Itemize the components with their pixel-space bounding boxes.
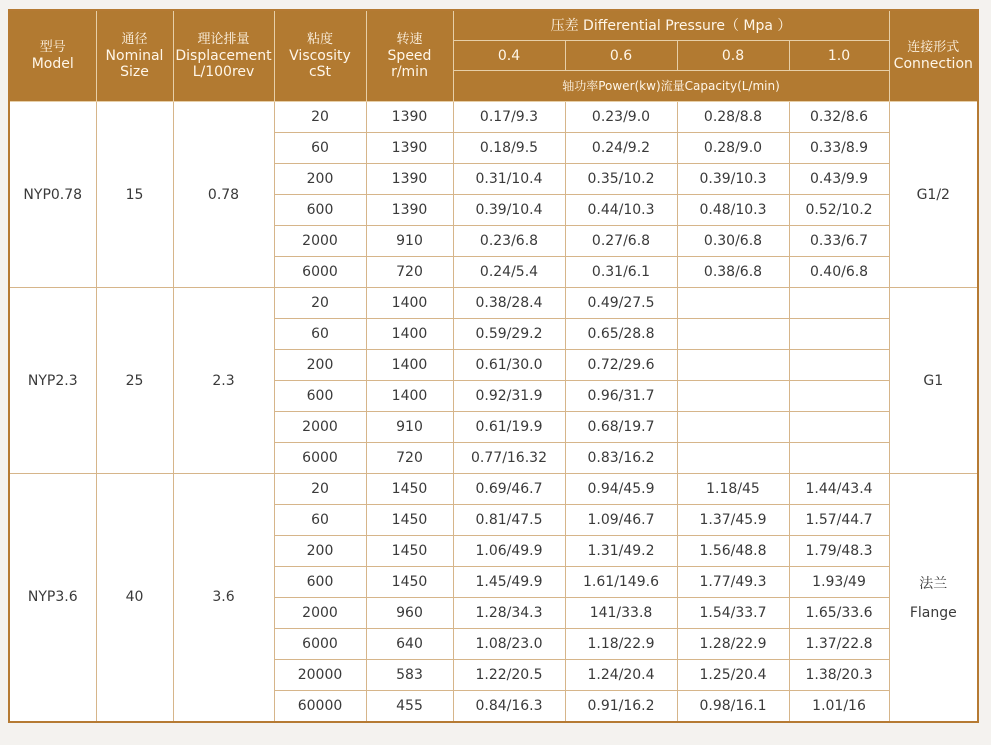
header-connection-en: Connection [893,56,973,72]
speed-cell: 1450 [366,536,453,567]
power-capacity-cell: 1.65/33.6 [789,598,889,629]
speed-cell: 1400 [366,288,453,319]
spec-table-wrapper [8,9,977,723]
speed-cell: 1400 [366,350,453,381]
viscosity-cell: 600 [274,195,366,226]
power-capacity-cell: 1.18/45 [677,474,789,505]
power-capacity-cell: 0.32/8.6 [789,102,889,133]
power-capacity-cell: 0.39/10.3 [677,164,789,195]
power-capacity-cell: 1.25/20.4 [677,660,789,691]
power-capacity-cell: 141/33.8 [565,598,677,629]
power-capacity-cell: 0.43/9.9 [789,164,889,195]
speed-cell: 1400 [366,319,453,350]
model-cell: NYP0.78 [9,102,96,288]
viscosity-cell: 60 [274,319,366,350]
power-capacity-cell: 1.44/43.4 [789,474,889,505]
header-pressure-0: 0.4 [453,41,565,71]
viscosity-cell: 200 [274,164,366,195]
power-capacity-cell: 1.18/22.9 [565,629,677,660]
header-size-en1: Nominal [105,48,164,64]
power-capacity-cell [677,412,789,443]
connection-label: G1 [923,372,944,389]
power-capacity-cell: 0.31/10.4 [453,164,565,195]
power-capacity-cell: 0.24/9.2 [565,133,677,164]
power-capacity-cell: 0.92/31.9 [453,381,565,412]
power-capacity-cell: 1.31/49.2 [565,536,677,567]
speed-cell: 720 [366,257,453,288]
power-capacity-cell: 0.35/10.2 [565,164,677,195]
power-capacity-cell: 1.61/149.6 [565,567,677,598]
viscosity-cell: 20 [274,288,366,319]
connection-cell [889,288,978,474]
nominal-size-cell: 15 [96,102,173,288]
header-pressure: 压差 Differential Pressure（ Mpa ） [453,10,889,41]
power-capacity-cell: 0.77/16.32 [453,443,565,474]
displacement-cell: 3.6 [173,474,274,722]
power-capacity-cell: 1.93/49 [789,567,889,598]
header-displacement-en1: Displacement [175,48,272,64]
power-capacity-cell: 0.40/6.8 [789,257,889,288]
power-capacity-cell: 0.30/6.8 [677,226,789,257]
power-capacity-cell [789,350,889,381]
power-capacity-cell: 1.08/23.0 [453,629,565,660]
power-capacity-cell: 0.38/6.8 [677,257,789,288]
viscosity-cell: 600 [274,381,366,412]
nominal-size-cell: 40 [96,474,173,722]
viscosity-cell: 20 [274,102,366,133]
header-pressure-3: 1.0 [789,41,889,71]
viscosity-cell: 2000 [274,412,366,443]
viscosity-cell: 6000 [274,629,366,660]
power-capacity-cell: 0.96/31.7 [565,381,677,412]
power-capacity-cell [677,350,789,381]
viscosity-cell: 200 [274,536,366,567]
power-capacity-cell: 0.91/16.2 [565,691,677,722]
connection-cell [889,102,978,288]
table-row [9,102,978,133]
pump-spec-table [8,9,979,723]
speed-cell: 910 [366,412,453,443]
viscosity-cell: 60000 [274,691,366,722]
connection-cell [889,474,978,722]
viscosity-cell: 60 [274,505,366,536]
power-capacity-cell: 1.22/20.5 [453,660,565,691]
header-model-cn: 型号 [39,40,66,55]
power-capacity-cell: 0.33/8.9 [789,133,889,164]
header-speed-en1: Speed [387,48,432,64]
table-row [9,288,978,319]
power-capacity-cell: 0.52/10.2 [789,195,889,226]
header-pressure-1: 0.6 [565,41,677,71]
power-capacity-cell [789,288,889,319]
displacement-cell: 2.3 [173,288,274,474]
power-capacity-cell: 0.48/10.3 [677,195,789,226]
power-capacity-cell: 1.37/22.8 [789,629,889,660]
power-capacity-cell: 0.27/6.8 [565,226,677,257]
power-capacity-cell: 1.57/44.7 [789,505,889,536]
power-capacity-cell: 0.28/8.8 [677,102,789,133]
power-capacity-cell: 0.23/9.0 [565,102,677,133]
power-capacity-cell: 0.31/6.1 [565,257,677,288]
power-capacity-cell: 0.94/45.9 [565,474,677,505]
displacement-cell: 0.78 [173,102,274,288]
power-capacity-cell: 1.38/20.3 [789,660,889,691]
speed-cell: 1390 [366,164,453,195]
power-capacity-cell: 1.06/49.9 [453,536,565,567]
power-capacity-cell: 1.24/20.4 [565,660,677,691]
power-capacity-cell [789,319,889,350]
power-capacity-cell: 0.28/9.0 [677,133,789,164]
power-capacity-cell: 0.84/16.3 [453,691,565,722]
power-capacity-cell: 0.68/19.7 [565,412,677,443]
power-capacity-cell [789,381,889,412]
power-capacity-cell: 0.83/16.2 [565,443,677,474]
connection-label: G1/2 [916,186,950,203]
power-capacity-cell: 1.54/33.7 [677,598,789,629]
speed-cell: 583 [366,660,453,691]
power-capacity-cell: 0.23/6.8 [453,226,565,257]
header-speed [366,10,453,102]
power-capacity-cell: 1.37/45.9 [677,505,789,536]
speed-cell: 1390 [366,195,453,226]
viscosity-cell: 200 [274,350,366,381]
header-speed-cn: 转速 [396,32,423,47]
table-header [9,10,978,102]
power-capacity-cell: 0.49/27.5 [565,288,677,319]
power-capacity-cell: 1.28/34.3 [453,598,565,629]
power-capacity-cell: 0.24/5.4 [453,257,565,288]
header-power-capacity: 轴功率Power(kw)流量Capacity(L/min) [453,71,889,102]
speed-cell: 1400 [366,381,453,412]
power-capacity-cell [677,381,789,412]
speed-cell: 1450 [366,567,453,598]
power-capacity-cell: 1.45/49.9 [453,567,565,598]
connection-label: 法兰 [919,576,948,593]
header-viscosity [274,10,366,102]
power-capacity-cell: 1.56/48.8 [677,536,789,567]
power-capacity-cell: 0.39/10.4 [453,195,565,226]
power-capacity-cell: 0.38/28.4 [453,288,565,319]
header-model [9,10,96,102]
power-capacity-cell [677,288,789,319]
power-capacity-cell [789,412,889,443]
header-viscosity-en2: cSt [308,64,332,80]
viscosity-cell: 60 [274,133,366,164]
header-pressure-2: 0.8 [677,41,789,71]
viscosity-cell: 2000 [274,598,366,629]
header-connection-cn: 连接形式 [907,40,960,55]
speed-cell: 1450 [366,474,453,505]
power-capacity-cell: 1.28/22.9 [677,629,789,660]
viscosity-cell: 6000 [274,257,366,288]
header-model-en: Model [31,56,74,72]
power-capacity-cell: 1.77/49.3 [677,567,789,598]
power-capacity-cell: 0.81/47.5 [453,505,565,536]
power-capacity-cell: 1.79/48.3 [789,536,889,567]
nominal-size-cell: 25 [96,288,173,474]
model-cell: NYP3.6 [9,474,96,722]
header-viscosity-en1: Viscosity [289,48,351,64]
viscosity-cell: 600 [274,567,366,598]
header-displacement [173,10,274,102]
viscosity-cell: 20000 [274,660,366,691]
header-speed-en2: r/min [391,64,428,80]
speed-cell: 640 [366,629,453,660]
header-displacement-cn: 理论排量 [197,32,250,47]
header-viscosity-cn: 粘度 [306,32,333,47]
power-capacity-cell: 0.65/28.8 [565,319,677,350]
power-capacity-cell [677,319,789,350]
table-row [9,474,978,505]
power-capacity-cell: 0.18/9.5 [453,133,565,164]
power-capacity-cell: 0.17/9.3 [453,102,565,133]
power-capacity-cell: 0.98/16.1 [677,691,789,722]
speed-cell: 1390 [366,102,453,133]
header-size [96,10,173,102]
power-capacity-cell [789,443,889,474]
connection-label-en: Flange [909,605,957,622]
speed-cell: 910 [366,226,453,257]
power-capacity-cell: 0.61/19.9 [453,412,565,443]
viscosity-cell: 2000 [274,226,366,257]
power-capacity-cell [677,443,789,474]
power-capacity-cell: 1.09/46.7 [565,505,677,536]
power-capacity-cell: 0.61/30.0 [453,350,565,381]
power-capacity-cell: 0.59/29.2 [453,319,565,350]
speed-cell: 1390 [366,133,453,164]
table-body [9,102,978,722]
model-cell: NYP2.3 [9,288,96,474]
power-capacity-cell: 0.44/10.3 [565,195,677,226]
speed-cell: 1450 [366,505,453,536]
viscosity-cell: 6000 [274,443,366,474]
power-capacity-cell: 0.72/29.6 [565,350,677,381]
header-size-cn: 通径 [121,32,148,47]
header-connection [889,10,978,102]
power-capacity-cell: 0.33/6.7 [789,226,889,257]
power-capacity-cell: 1.01/16 [789,691,889,722]
header-displacement-en2: L/100rev [192,64,255,80]
speed-cell: 960 [366,598,453,629]
viscosity-cell: 20 [274,474,366,505]
speed-cell: 720 [366,443,453,474]
header-size-en2: Size [120,64,149,80]
power-capacity-cell: 0.69/46.7 [453,474,565,505]
speed-cell: 455 [366,691,453,722]
